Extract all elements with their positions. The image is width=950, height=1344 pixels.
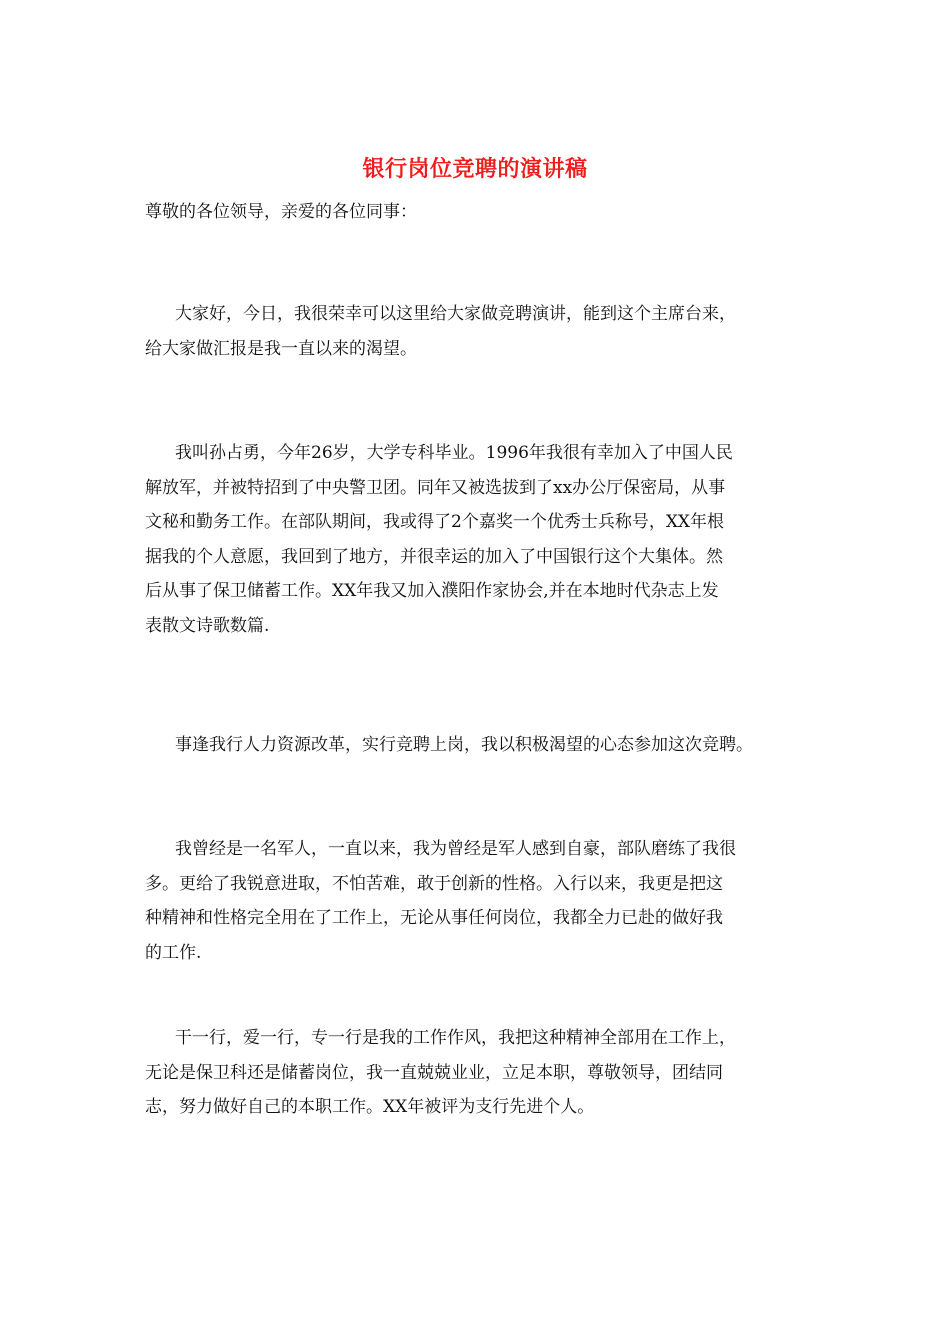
paragraph-5 (145, 1021, 825, 1125)
paragraph-line: 无论是保卫科还是储蓄岗位，我一直兢兢业业，立足本职，尊敬领导，团结同 (145, 1062, 723, 1083)
paragraph-1 (145, 297, 825, 366)
paragraph-line: 多。更给了我锐意进取，不怕苦难，敢于创新的性格。入行以来，我更是把这 (145, 873, 723, 894)
paragraph-line: 种精神和性格完全用在了工作上，无论从事任何岗位，我都全力已赴的做好我 (145, 908, 723, 928)
paragraph-2 (145, 436, 825, 643)
document-title: 银行岗位竞聘的演讲稿 (362, 156, 588, 182)
paragraph-line: 据我的个人意愿，我回到了地方，并很幸运的加入了中国银行这个大集体。然 (145, 546, 723, 567)
salutation: 尊敬的各位领导，亲爱的各位同事： (145, 202, 417, 222)
paragraph-line: 文秘和勤务工作。在部队期间，我或得了2个嘉奖一个优秀士兵称号，XX年根 (145, 512, 725, 532)
paragraph-line: 后从事了保卫储蓄工作。XX年我又加入濮阳作家协会,并在本地时代杂志上发 (145, 581, 719, 601)
paragraph-line: 大家好，今日，我很荣幸可以这里给大家做竞聘演讲，能到这个主席台来， (175, 304, 736, 324)
paragraph-line: 干一行，爱一行，专一行是我的工作作风，我把这种精神全部用在工作上， (175, 1028, 736, 1048)
paragraph-line: 表散文诗歌数篇. (145, 615, 270, 636)
paragraph-4 (145, 832, 825, 970)
paragraph-line: 事逢我行人力资源改革，实行竞聘上岗，我以积极渴望的心态参加这次竞聘。 (175, 735, 753, 755)
paragraph-line: 的工作. (145, 942, 202, 963)
paragraph-line: 解放军，并被特招到了中央警卫团。同年又被选拔到了xx办公厅保密局，从事 (145, 477, 726, 498)
paragraph-line: 志，努力做好自己的本职工作。XX年被评为支行先进个人。 (145, 1097, 595, 1117)
paragraph-line: 我叫孙占勇，今年26岁，大学专科毕业。1996年我很有幸加入了中国人民 (175, 443, 733, 463)
paragraph-line: 给大家做汇报是我一直以来的渴望。 (145, 338, 417, 359)
paragraph-line: 我曾经是一名军人，一直以来，我为曾经是军人感到自豪，部队磨练了我很 (175, 839, 736, 859)
paragraph-3 (145, 728, 825, 763)
